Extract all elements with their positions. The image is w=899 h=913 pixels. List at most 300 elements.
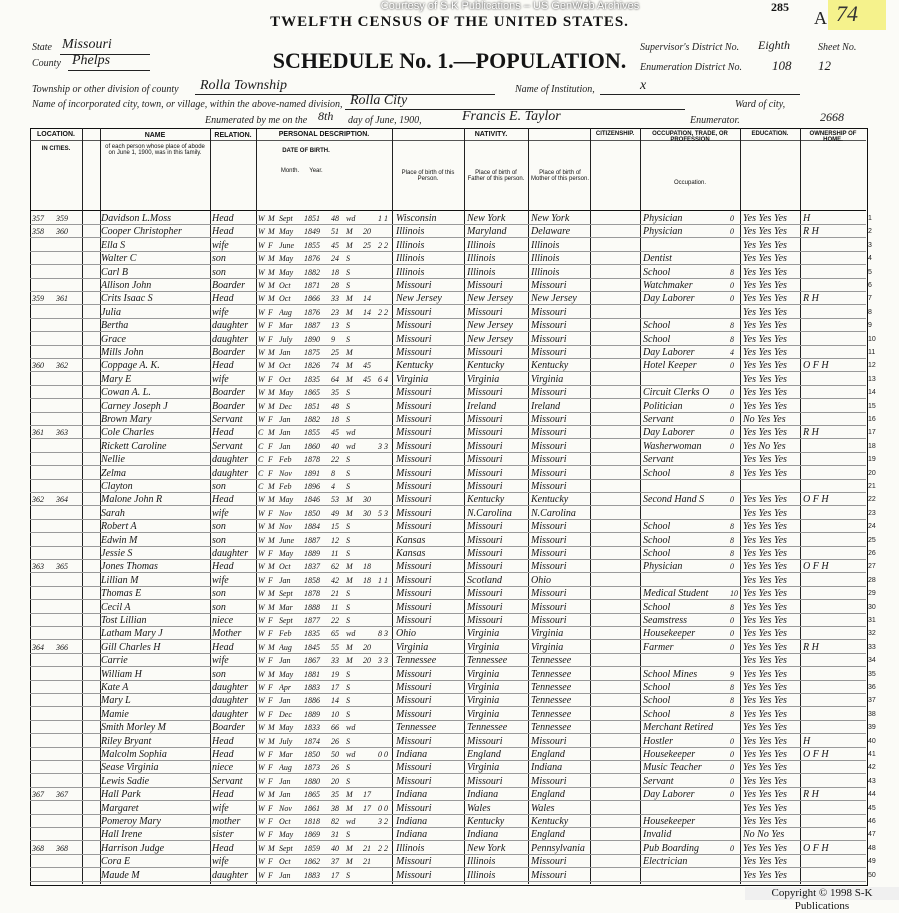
birth-month: Oct <box>279 294 291 304</box>
age: 19 <box>331 669 339 679</box>
mother-birthplace: Missouri <box>531 856 567 868</box>
race: W <box>258 374 265 384</box>
children: 5 3 <box>378 508 388 518</box>
table-row <box>30 225 872 238</box>
age: 53 <box>331 495 339 505</box>
education: Yes Yes Yes <box>743 293 787 305</box>
occupation: School <box>643 333 671 345</box>
relation: Boarder <box>212 722 245 734</box>
marital-status: S <box>346 830 350 840</box>
family-number: 360 <box>56 227 68 237</box>
state-label: State <box>32 42 52 53</box>
table-row <box>30 467 876 480</box>
father-birthplace: N.Carolina <box>467 507 512 519</box>
row-number: 8 <box>868 308 872 316</box>
birth-year: 1880 <box>304 776 320 786</box>
sex: M <box>268 214 275 223</box>
relation: daughter <box>212 548 249 559</box>
row-number: 3 <box>868 241 872 249</box>
father-birthplace: Missouri <box>467 440 503 452</box>
sex: F <box>268 763 273 773</box>
row-number: 40 <box>868 737 876 745</box>
person-name: Ella S <box>101 239 126 251</box>
birthplace: Missouri <box>396 494 432 506</box>
years-married: 14 <box>363 294 371 304</box>
row-number: 12 <box>868 362 876 370</box>
months-employed: 8 <box>730 334 734 344</box>
months-employed: 0 <box>730 415 734 424</box>
education: Yes Yes Yes <box>743 816 787 827</box>
children: 3 3 <box>378 656 388 666</box>
sex: F <box>268 870 273 880</box>
marital-status: wd <box>346 629 356 639</box>
father-birthplace: Kentucky <box>467 816 505 827</box>
ownership: H <box>803 735 811 747</box>
father-birthplace: Missouri <box>467 775 503 787</box>
education: Yes Yes Yes <box>743 668 787 680</box>
education: Yes Yes Yes <box>743 588 787 600</box>
ownership: O F H <box>803 749 829 760</box>
sex: F <box>268 683 273 692</box>
education: No Yes Yes <box>743 414 786 425</box>
birthplace: New Jersey <box>396 293 442 305</box>
relation: son <box>212 481 226 492</box>
birthplace: Missouri <box>396 574 432 586</box>
father-birthplace: Missouri <box>467 467 503 479</box>
state-value: Missouri <box>62 37 112 52</box>
sex: M <box>268 227 275 237</box>
education: Yes Yes Yes <box>743 507 787 519</box>
family-number: 363 <box>56 428 68 438</box>
father-birthplace: Wales <box>467 802 491 814</box>
sex: M <box>268 294 275 304</box>
sex: F <box>268 455 273 465</box>
row-number: 15 <box>868 402 876 410</box>
ownership: O F H <box>803 360 829 372</box>
marital-status: M <box>346 307 353 317</box>
birthplace: Missouri <box>396 856 432 868</box>
birthplace: Missouri <box>396 695 432 707</box>
birth-month: Jan <box>279 575 291 585</box>
education: Yes Yes Yes <box>743 775 787 787</box>
months-employed: 0 <box>730 388 734 398</box>
person-name: Hall Irene <box>101 829 143 841</box>
person-name: Smith Morley M <box>101 722 166 734</box>
house-number: 361 <box>32 428 44 438</box>
table-row <box>30 426 876 439</box>
years-married: 18 <box>363 562 371 572</box>
father-birthplace: Indiana <box>467 789 499 801</box>
race: W <box>258 254 265 264</box>
row-number: 29 <box>868 590 876 598</box>
education: Yes Yes Yes <box>743 266 787 278</box>
marital-status: S <box>346 455 350 465</box>
birthplace: Missouri <box>396 333 432 345</box>
birth-month: May <box>279 254 294 264</box>
personal-header: PERSONAL DESCRIPTION. <box>278 131 370 138</box>
father-birthplace: Missouri <box>467 280 503 291</box>
person-name: Cowan A. L. <box>101 387 151 399</box>
father-birthplace: Tennessee <box>467 722 508 734</box>
table-row <box>30 627 876 640</box>
race: C <box>258 455 264 465</box>
relation: daughter <box>212 682 249 693</box>
ownership: H <box>803 213 811 224</box>
occupation-subheader: Occupation. <box>673 180 707 186</box>
row-number: 20 <box>868 469 876 477</box>
birth-year: 1851 <box>304 214 320 223</box>
sex: M <box>268 535 275 545</box>
sheet-label: Sheet No. <box>818 42 857 53</box>
row-number: 35 <box>868 670 876 678</box>
relation: Boarder <box>212 347 245 358</box>
education: Yes Yes Yes <box>743 548 787 559</box>
relation: Head <box>212 494 234 506</box>
marital-status: S <box>346 321 350 331</box>
age: 65 <box>331 629 339 639</box>
birthplace: Kentucky <box>396 360 434 372</box>
occupation: Farmer <box>643 641 674 653</box>
relation: Head <box>212 749 234 760</box>
age: 55 <box>331 642 339 652</box>
table-row <box>30 346 876 359</box>
birthplace: Indiana <box>396 816 428 827</box>
education: Yes Yes Yes <box>743 226 787 238</box>
ownership: O F H <box>803 494 829 506</box>
birthplace: Indiana <box>396 749 428 760</box>
person-name: Latham Mary J <box>101 628 163 640</box>
marital-status: M <box>346 294 353 304</box>
education: Yes Yes Yes <box>743 213 787 224</box>
person-name: Lewis Sadie <box>101 775 150 787</box>
months-employed: 0 <box>730 441 734 451</box>
person-name: Carl B <box>101 266 128 278</box>
race: W <box>258 857 265 867</box>
sex: F <box>268 508 273 518</box>
sex: F <box>268 709 273 719</box>
marital-status: S <box>346 736 350 746</box>
table-row <box>30 828 876 841</box>
education: Yes Yes Yes <box>743 842 787 854</box>
age: 33 <box>331 656 339 666</box>
birth-year: 1882 <box>304 415 320 424</box>
race: W <box>258 227 265 237</box>
father-birthplace: Missouri <box>467 548 503 559</box>
months-employed: 8 <box>730 602 734 612</box>
row-number: 5 <box>868 268 872 276</box>
row-number: 17 <box>868 429 876 437</box>
age: 82 <box>331 817 339 826</box>
person-name: Carney Joseph J <box>101 400 168 412</box>
birth-year: 1890 <box>304 334 320 344</box>
education: Yes No Yes <box>743 440 786 452</box>
education: Yes Yes Yes <box>743 347 787 358</box>
person-name: Malcolm Sophia <box>101 749 167 760</box>
race: W <box>258 535 265 545</box>
birthplace: Illinois <box>396 266 425 278</box>
age: 4 <box>331 482 335 491</box>
person-name: Cole Charles <box>101 427 155 439</box>
years-married: 30 <box>363 508 371 518</box>
table-row <box>30 373 876 386</box>
enumerator-label: Enumerator. <box>690 115 740 126</box>
marital-status: S <box>346 669 350 679</box>
sex: F <box>268 374 273 384</box>
family-number: 366 <box>56 642 68 652</box>
ownership: R H <box>803 789 819 801</box>
city-label: Name of incorporated city, town, or village, within the above-named division, <box>32 99 343 110</box>
age: 11 <box>331 549 339 558</box>
sex: M <box>268 254 275 264</box>
ownership: R H <box>803 226 819 238</box>
birthplace-person-header: Place of birth of this Person. <box>401 170 455 182</box>
months-employed: 0 <box>730 214 734 223</box>
table-row <box>30 601 876 614</box>
race: W <box>258 575 265 585</box>
mother-birthplace: Missouri <box>531 414 567 425</box>
occupation: School <box>643 548 671 559</box>
ownership: R H <box>803 641 819 653</box>
sex: M <box>268 348 275 357</box>
person-name: Mamie <box>101 708 129 720</box>
race: W <box>258 696 265 706</box>
occupation: Physician <box>643 561 683 573</box>
father-birthplace: Illinois <box>467 856 496 868</box>
race: W <box>258 240 265 250</box>
marital-status: M <box>346 348 353 357</box>
education: Yes Yes Yes <box>743 239 787 251</box>
father-birthplace: Illinois <box>467 239 496 251</box>
location-header: LOCATION. <box>37 131 75 138</box>
mother-birthplace: Wales <box>531 802 555 814</box>
occupation: Housekeeper <box>643 816 696 827</box>
birth-year: 1850 <box>304 508 320 518</box>
birth-year: 1878 <box>304 455 320 465</box>
relation: wife <box>212 856 229 868</box>
race: W <box>258 790 265 800</box>
birth-year: 1867 <box>304 656 320 666</box>
table-row <box>30 359 876 372</box>
race: W <box>258 281 265 290</box>
mother-birthplace: Tennessee <box>531 682 572 693</box>
sex: M <box>268 482 275 491</box>
relation: Servant <box>212 414 243 425</box>
birth-month: Nov <box>279 522 292 532</box>
children: 3 2 <box>378 817 388 826</box>
relation: Head <box>212 427 234 439</box>
father-birthplace: Virginia <box>467 762 500 774</box>
birthplace: Missouri <box>396 507 432 519</box>
row-number: 46 <box>868 818 876 825</box>
birth-month: Aug <box>279 763 292 773</box>
birth-month: Jan <box>279 870 291 880</box>
birthplace: Tennessee <box>396 722 437 734</box>
birth-year: 1845 <box>304 642 320 652</box>
relation: son <box>212 668 226 680</box>
sex: F <box>268 549 273 558</box>
occupation: Politician <box>643 400 683 412</box>
ownership: R H <box>803 427 819 439</box>
mother-birthplace: Missouri <box>531 427 567 439</box>
race: W <box>258 669 265 679</box>
relation: wife <box>212 507 229 519</box>
race: C <box>258 428 264 438</box>
person-name: Julia <box>101 306 121 318</box>
race: W <box>258 870 265 880</box>
table-row <box>30 413 876 426</box>
person-name: Kate A <box>101 682 129 693</box>
table-row <box>30 306 872 319</box>
mother-birthplace: Tennessee <box>531 708 572 720</box>
education: Yes Yes Yes <box>743 789 787 801</box>
birth-year: 1835 <box>304 629 320 639</box>
row-number: 44 <box>868 791 876 799</box>
house-number: 368 <box>32 843 44 853</box>
months-employed: 8 <box>730 549 734 558</box>
mother-birthplace: England <box>531 789 565 801</box>
table-row <box>30 333 876 346</box>
sex: M <box>268 602 275 612</box>
occupation: Servant <box>643 414 674 425</box>
nativity-header: NATIVITY. <box>474 131 508 138</box>
father-birthplace: Virginia <box>467 641 500 653</box>
row-number: 25 <box>868 536 876 544</box>
relation: Head <box>212 293 234 305</box>
age: 26 <box>331 736 339 746</box>
months-employed: 0 <box>730 736 734 746</box>
occupation: Pub Boarding <box>643 842 700 854</box>
sex: F <box>268 656 273 666</box>
row-number: 26 <box>868 550 876 557</box>
race: W <box>258 294 265 304</box>
mother-birthplace: Missouri <box>531 347 567 358</box>
supervisor-value: Eighth <box>758 38 790 52</box>
months-employed: 0 <box>730 616 734 625</box>
birth-month: May <box>279 549 294 558</box>
table-row <box>30 319 872 332</box>
birth-year: 1862 <box>304 857 320 867</box>
age: 12 <box>331 535 339 545</box>
months-employed: 0 <box>730 495 734 505</box>
birthplace: Tennessee <box>396 655 437 667</box>
father-birthplace: Virginia <box>467 708 500 720</box>
supervisor-label: Supervisor's District No. <box>640 42 740 53</box>
education: Yes Yes Yes <box>743 454 787 466</box>
race: W <box>258 709 265 719</box>
relation: wife <box>212 373 229 385</box>
children: 0 0 <box>378 750 388 759</box>
table-row <box>30 748 876 761</box>
marital-status: S <box>346 522 350 532</box>
birth-month: Sept <box>279 214 293 223</box>
row-number: 45 <box>868 804 876 812</box>
ward-label: Ward of city, <box>735 99 786 110</box>
education: Yes Yes Yes <box>743 467 787 479</box>
occupation: School <box>643 320 671 332</box>
father-birthplace: England <box>467 749 501 760</box>
marital-status: S <box>346 535 350 545</box>
birth-year: 1849 <box>304 227 320 237</box>
sex: F <box>268 240 273 250</box>
father-birthplace: Virginia <box>467 373 500 385</box>
months-employed: 9 <box>730 669 734 679</box>
birth-month: Mar <box>279 750 293 759</box>
birth-year: 1889 <box>304 549 320 558</box>
years-married: 45 <box>363 374 371 384</box>
children: 1 1 <box>378 575 388 585</box>
birth-year: 1826 <box>304 361 320 371</box>
birth-year: 1850 <box>304 750 320 759</box>
years-married: 14 <box>363 307 371 317</box>
enumerator-name: Francis E. Taylor <box>462 109 561 124</box>
enum-district-value: 108 <box>772 58 792 73</box>
relation: daughter <box>212 320 249 332</box>
table-row <box>30 721 876 734</box>
father-birthplace: Missouri <box>467 481 503 492</box>
person-name: Zelma <box>101 467 126 479</box>
ownership: O F H <box>803 561 829 573</box>
relation: daughter <box>212 869 249 881</box>
birthplace: Missouri <box>396 454 432 466</box>
relation: Servant <box>212 775 243 787</box>
education: Yes Yes Yes <box>743 682 787 693</box>
father-birthplace: Missouri <box>467 601 503 613</box>
person-name: Edwin M <box>101 534 138 546</box>
father-birthplace: Missouri <box>467 454 503 466</box>
birthplace: Missouri <box>396 280 432 291</box>
race: W <box>258 267 265 277</box>
census-title: TWELFTH CENSUS OF THE UNITED STATES. <box>270 14 629 30</box>
relation: son <box>212 534 226 546</box>
ownership: R H <box>803 293 819 305</box>
birth-month: Oct <box>279 374 291 384</box>
months-employed: 4 <box>730 348 734 357</box>
birthplace: Virginia <box>396 373 429 385</box>
mother-birthplace: Kentucky <box>531 494 569 506</box>
father-birthplace: Illinois <box>467 869 496 881</box>
mother-birthplace: Missouri <box>531 333 567 345</box>
children: 8 3 <box>378 629 388 639</box>
relation: daughter <box>212 467 249 479</box>
father-birthplace: Indiana <box>467 829 499 841</box>
mother-birthplace: England <box>531 829 565 841</box>
age: 25 <box>331 348 339 357</box>
relation: Head <box>212 735 234 747</box>
city-value: Rolla City <box>350 93 408 108</box>
age: 48 <box>331 401 339 411</box>
birth-year: 1876 <box>304 307 320 317</box>
occupation: Housekeeper <box>643 749 696 760</box>
table-row <box>30 654 876 667</box>
person-name: Pomeroy Mary <box>101 816 161 827</box>
birth-month: Oct <box>279 817 291 826</box>
row-number: 33 <box>868 643 876 651</box>
occupation: Medical Student <box>643 588 709 600</box>
relation: son <box>212 266 226 278</box>
education: Yes Yes Yes <box>743 722 787 734</box>
birth-month: Jan <box>279 776 291 786</box>
father-birthplace: Missouri <box>467 588 503 600</box>
occupation: School <box>643 695 671 707</box>
relation: Head <box>212 789 234 801</box>
relation: wife <box>212 306 229 318</box>
birthplace: Missouri <box>396 387 432 399</box>
race: W <box>258 750 265 759</box>
age: 38 <box>331 803 339 813</box>
education: Yes Yes Yes <box>743 561 787 573</box>
person-name: Walter C <box>101 253 137 265</box>
months-employed: 0 <box>730 361 734 371</box>
